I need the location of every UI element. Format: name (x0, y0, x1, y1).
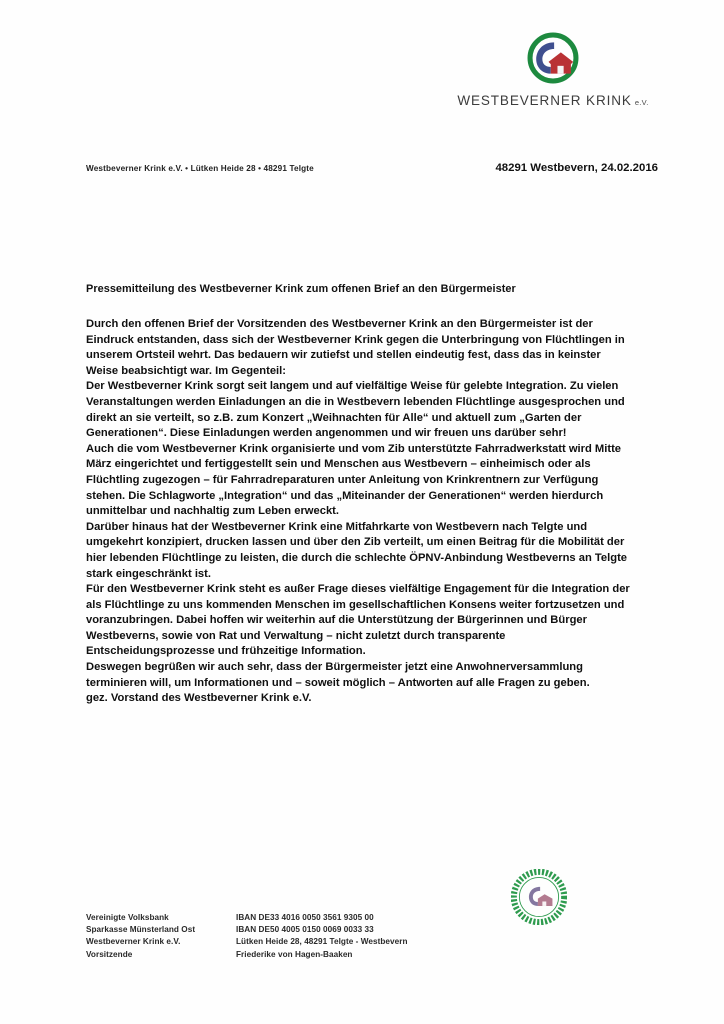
sender-address-line: Westbeverner Krink e.V. • Lütken Heide 28 • 48291 Telgte (86, 164, 314, 173)
body-paragraph: Durch den offenen Brief der Vorsitzenden des Westbeverner Krink an den Bürgermeister ist der Eindruck entstanden, dass sich der Westbeverner Krink gegen die Unterbringung von Flüchtlingen in unserem Ortsteil wehrt. Das bedauern wir zutiefst und stellen eindeutig fest, dass das in keinster Weise beabsichtigt war. Im Gegenteil: (86, 318, 625, 377)
meta-row (86, 162, 658, 174)
body-paragraph: Für den Westbeverner Krink steht es außer Frage dieses vielfältige Engagement für die Integration der als Flüchtlinge zu uns kommenden Menschen im gesellschaftlichen Konsens weiter fortzusetzen und voranzubringen. Dabei hoffen wir weiterhin auf die Unterstützung der Bürgerinnen und Bürger Westbeverns, sowie von Rat und Verwaltung – nicht zuletzt durch transparente Entscheidungsprozesse und frühzeitige Information. (86, 583, 630, 658)
krink-circle-house-logo-icon (525, 30, 581, 86)
body-paragraph: Auch die vom Westbeverner Krink organisierte und vom Zib unterstützte Fahrradwerkstatt wird Mitte März eingerichtet und fertiggestellt sein und Menschen aus Westbevern – einheimisch oder als Flüchtling zugezogen – für Fahrradreparaturen unter Anleitung von Krinkrentnern zur Verfügung stehen. Die Schlagworte „Integration“ und das „Miteinander der Generationen“ werden hierdurch unmittelbar und nachhaltig zum Leben erweckt. (86, 442, 622, 518)
footer-left-line: Vorsitzende (86, 949, 133, 959)
document-body (86, 317, 632, 707)
footer-left-line: Sparkasse Münsterland Ost (86, 925, 196, 935)
footer (86, 912, 566, 961)
document-subject: Pressemitteilung des Westbeverner Krink zum offenen Brief an den Bürgermeister (86, 283, 516, 295)
body-paragraph: Darüber hinaus hat der Westbeverner Krink eine Mitfahrkarte von Westbevern nach Telgte und umgekehrt konzipiert, drucken lassen und über den Zib verteilt, um einen Beitrag für die Mobilität der hier lebenden Flüchtlinge zu leisten, die durch die schlechte ÖPNV-Anbindung Westbeverns an Telgte stark eingeschränkt ist. (86, 520, 628, 580)
footer-left-line: Westbeverner Krink e.V. (86, 937, 181, 947)
footer-right-line: IBAN DE33 4016 0050 3561 9305 00 (236, 913, 374, 922)
footer-right-line: Lütken Heide 28, 48291 Telgte - Westbevern (236, 937, 408, 947)
brand-wordmark-suffix: e.V. (634, 98, 649, 107)
brand-wordmark (457, 93, 648, 108)
body-paragraph: Deswegen begrüßen wir auch sehr, dass der Bürgermeister jetzt eine Anwohnerversammlung terminieren will, um Informationen und – soweit möglich – Antworten auf alle Fragen zu geben. (86, 661, 590, 689)
footer-column-left (86, 912, 236, 961)
signature-line: gez. Vorstand des Westbeverner Krink e.V. (86, 692, 312, 705)
footer-right-line: Friederike von Hagen-Baaken (236, 949, 353, 959)
footer-column-right (236, 912, 566, 961)
letterhead (448, 30, 658, 110)
body-paragraph: Der Westbeverner Krink sorgt seit langem und auf vielfältige Weise für gelebte Integration. Zu vielen Veranstaltungen werden Einladungen an die in Westbevern lebenden Flüchtlinge ausgesprochen und direkt an sie verteilt, so z.B. zum Konzert „Weihnachten für Alle“ und aktuell zum „Garten der Generationen“. Diese Einladungen werden angenommen und wir freuen uns darüber sehr! (86, 380, 625, 440)
place-and-date: 48291 Westbevern, 24.02.2016 (495, 162, 658, 174)
footer-left-line: Vereinigte Volksbank (86, 913, 169, 922)
brand-wordmark-main: WESTBEVERNER KRINK (457, 93, 632, 108)
footer-right-line: IBAN DE50 4005 0150 0069 0033 33 (236, 925, 374, 935)
